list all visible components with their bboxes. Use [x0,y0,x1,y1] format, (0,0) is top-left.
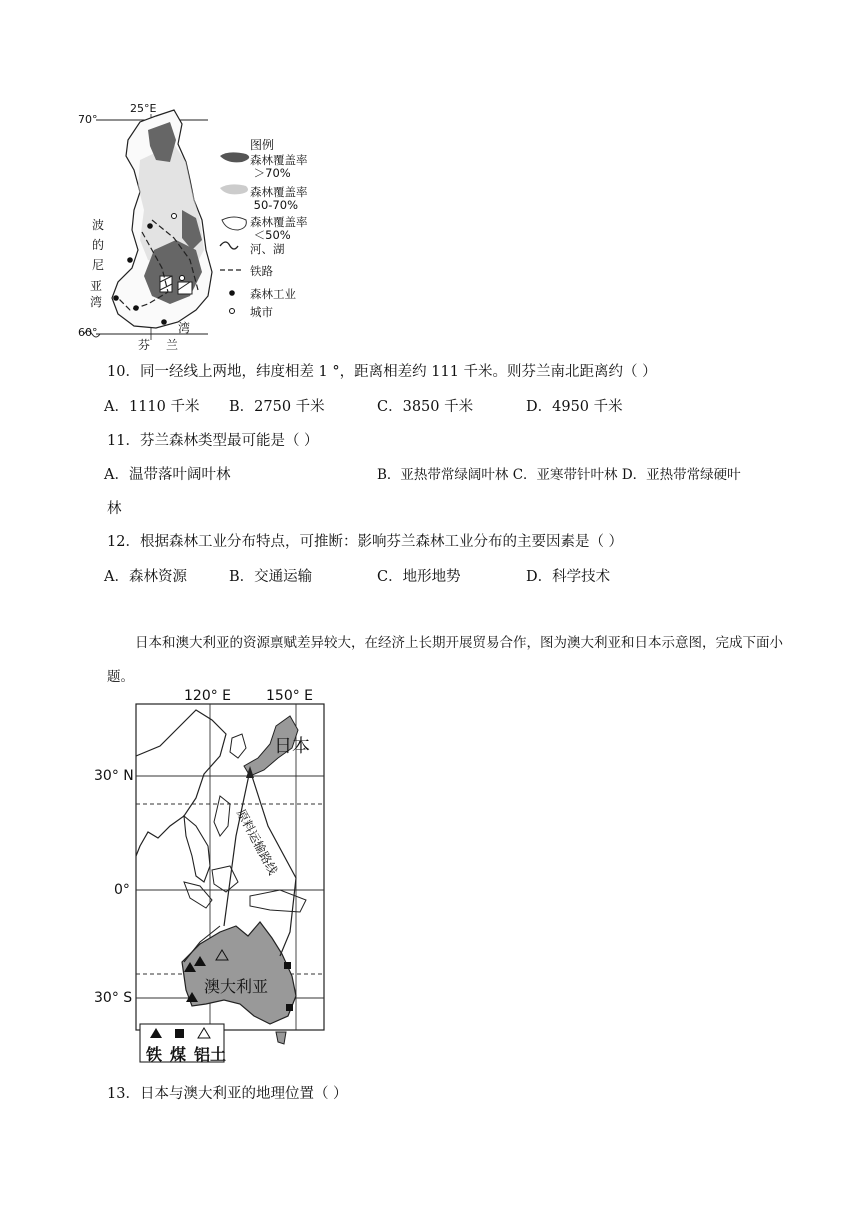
question-11-options-bcd[interactable]: B．亚热带常绿阔叶林 C．亚寒带针叶林 D．亚热带常绿硬叶 [377,467,741,483]
city-dot [172,214,177,219]
solid-dot-icon [229,290,235,296]
legend-item-label: 森林工业 [250,287,296,301]
question-11-option-d-wrap: 林 [107,501,122,517]
gulf-label: 湾 [178,321,191,335]
japan-label: 日本 [274,736,310,757]
legend-iron-label: 铁 [146,1045,163,1064]
dark-forest-swatch [220,152,249,162]
blank-forest-swatch [222,217,246,230]
legend-item-label: 铁路 [250,264,273,278]
lon-label-150e: 150° E [266,688,314,704]
question-10-option-b[interactable]: B．2750 千米 [229,399,325,415]
passage-text: 日本和澳大利亚的资源禀赋差异较大，在经济上长期开展贸易合作，图为澳大利亚和日本示意图，完成下面小题。 [107,635,783,685]
forest-industry-dot [133,305,139,311]
question-13-stem: 13．日本与澳大利亚的地理位置（ ） [107,1086,348,1102]
australia-label: 澳大利亚 [204,977,269,996]
question-12-stem: 12．根据森林工业分布特点，可推断：影响芬兰森林工业分布的主要因素是（ ） [107,534,624,550]
forest-industry-dot [113,295,119,301]
forest-industry-dot [161,319,167,325]
question-10-option-d[interactable]: D．4950 千米 [526,399,623,415]
question-12-option-b[interactable]: B．交通运输 [229,569,313,585]
city-dot [180,276,185,281]
question-10-option-a[interactable]: A．1110 千米 [104,399,200,415]
latitude-top-label: 70° [78,113,98,126]
latitude-bottom-label: 60° [78,326,98,339]
forest-industry-dot [147,223,153,229]
river-lake-icon [220,242,238,249]
sea-label: 亚 [90,279,103,293]
question-12-option-d[interactable]: D．科学技术 [526,569,611,585]
question-12-option-c[interactable]: C．地形地势 [377,569,461,585]
sea-label: 尼 [92,258,105,272]
forest-industry-dot [127,257,133,263]
sea-label: 波 [92,218,105,232]
hollow-dot-icon [230,309,235,314]
lat-label-equator: 0° [114,882,130,898]
finland-map [78,100,338,350]
legend-coal-label: 煤 [170,1045,187,1064]
question-10-option-c[interactable]: C．3850 千米 [377,399,474,415]
lat-label-30s: 30° S [94,990,133,1006]
legend-item-label: 森林覆盖率 ＞70% [250,153,308,180]
dotted-forest-swatch [220,184,248,194]
gulf-label: 兰 [166,338,179,352]
australia-japan-map [94,686,340,1066]
question-11-stem: 11．芬兰森林类型最可能是（ ） [107,433,319,449]
question-12-option-a[interactable]: A．森林资源 [104,569,187,585]
gulf-label: 芬 [138,338,151,352]
question-10-stem: 10．同一经线上两地，纬度相差 1 °，距离相差约 111 千米。则芬兰南北距离约（ ） [107,364,657,380]
route-label: 原料运输路线 [233,806,281,878]
question-11-option-a[interactable]: A．温带落叶阔叶林 [104,467,231,483]
coal-square-icon [175,1029,184,1038]
tasmania-shape [276,1032,286,1044]
coal-square-icon [286,1004,293,1011]
legend-bauxite-label: 铝土 [194,1045,227,1064]
lon-label-120e: 120° E [184,688,232,704]
legend-title: 图例 [250,138,275,152]
sea-label: 湾 [90,295,103,309]
legend-item-label: 森林覆盖率 ＜50% [250,215,308,242]
legend-item-label: 河、湖 [250,242,285,256]
legend-item-label: 城市 [250,305,273,319]
sea-label: 的 [92,238,105,252]
lat-label-30n: 30° N [94,768,134,784]
longitude-label: 25°E [130,102,157,115]
coal-square-icon [284,962,291,969]
legend-item-label: 森林覆盖率 50-70% [250,185,308,212]
